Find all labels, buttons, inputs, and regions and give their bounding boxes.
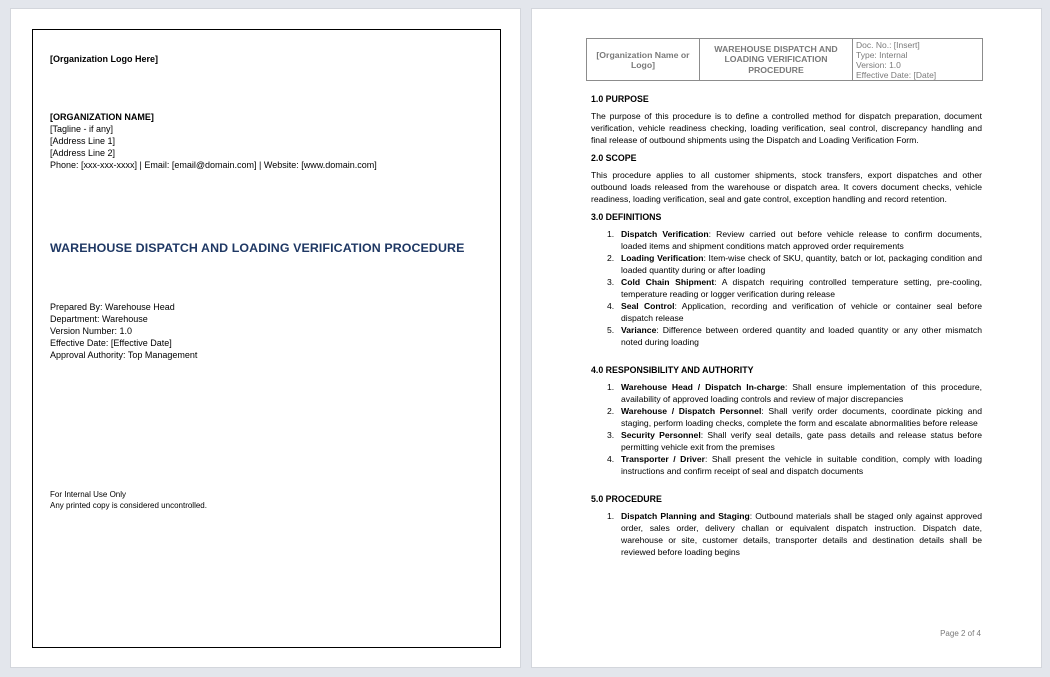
definitions-list [591,228,982,348]
cover-logo-placeholder: [Organization Logo Here] [50,54,158,64]
approval-authority: Approval Authority: Top Management [50,350,198,360]
content-page [531,8,1042,668]
header-title: WAREHOUSE DISPATCH AND LOADING VERIFICATION PROCEDURE [700,39,853,81]
section-heading-purpose: 1.0 PURPOSE [591,94,649,104]
contact-line: Phone: [xxx-xxx-xxxx] | Email: [email@domain.com] | Website: [www.domain.com] [50,160,377,170]
header-type: Type: Internal [856,49,908,60]
list-item: 3. Cold Chain Shipment: A dispatch requiring controlled temperature setting, pre-cooling, temperature reading or logger verification during release [607,277,983,299]
list-item: 2. Loading Verification: Item-wise check of SKU, quantity, batch or lot, packaging condition and loaded quantity during or after loading [607,253,982,275]
organization-block [50,111,377,171]
prepared-by: Prepared By: Warehouse Head [50,302,175,312]
purpose-text: The purpose of this procedure is to define a controlled method for dispatch preparation, document verification, vehicle readiness checking, loading verification, seal control, discrepancy handling and final release of outbound shipments using the Dispatch and Loading Verification Form. [591,111,982,145]
cover-title: WAREHOUSE DISPATCH AND LOADING VERIFICATION PROCEDURE [50,241,465,255]
department: Department: Warehouse [50,314,148,324]
address-line-2: [Address Line 2] [50,148,116,158]
document-header-table [586,38,983,81]
scope-text: This procedure applies to all customer shipments, stock transfers, export dispatches and other outbound loads released from the warehouse or dispatch area. It covers document checks, vehicle readiness, loading verification, seal and gate control, exception handling and record retention. [591,170,982,204]
address-line-1: [Address Line 1] [50,136,116,146]
document-meta-block [50,301,197,361]
cover-footer [50,489,207,511]
page-number: Page 2 of 4 [940,629,981,638]
effective-date: Effective Date: [Effective Date] [50,338,172,348]
responsibility-list [591,381,982,477]
header-meta [853,39,983,81]
section-heading-definitions: 3.0 DEFINITIONS [591,212,662,222]
list-item: 4. Transporter / Driver: Shall present the vehicle in suitable condition, comply with loading instructions and confirm receipt of seal and dispatch documents [607,454,982,476]
header-doc-no: Doc. No.: [Insert] [856,39,920,50]
list-item: 1. Dispatch Verification: Review carried out before vehicle release to confirm documents, loaded items and shipment conditions match approved order requirements [607,229,982,251]
list-item: 1. Dispatch Planning and Staging: Outbound materials shall be staged only against approved order, sales order, delivery challan or equivalent dispatch instruction. Dispatch date, warehouse or site, customer details, transporter details and destination details shall be reviewed before loading begins [607,511,982,557]
internal-use-note: For Internal Use Only [50,490,127,499]
organization-name: [ORGANIZATION NAME] [50,112,154,122]
section-heading-responsibility: 4.0 RESPONSIBILITY AND AUTHORITY [591,365,754,375]
section-heading-scope: 2.0 SCOPE [591,153,637,163]
list-item: 3. Security Personnel: Shall verify seal details, gate pass details and release status before permitting vehicle exit from the premises [607,430,982,452]
list-item: 5. Variance: Difference between ordered quantity and loaded quantity or any other mismatch noted during loading [607,325,982,347]
tagline: [Tagline - if any] [50,124,114,134]
cover-page [10,8,521,668]
document-body [591,93,982,558]
section-heading-procedure: 5.0 PROCEDURE [591,494,662,504]
header-organization: [Organization Name or Logo] [587,39,700,81]
list-item: 2. Warehouse / Dispatch Personnel: Shall verify order documents, coordinate picking and staging, perform loading checks, complete the form and escalate abnormalities before release [607,406,982,428]
list-item: 4. Seal Control: Application, recording and verification of vehicle or container seal before dispatch release [607,301,982,323]
version-number: Version Number: 1.0 [50,326,133,336]
header-version: Version: 1.0 [856,59,901,70]
uncontrolled-copy-note: Any printed copy is considered uncontrolled. [50,501,207,510]
list-item: 1. Warehouse Head / Dispatch In-charge: Shall ensure implementation of this procedure, availability of approved loading controls and review of major discrepancies [607,382,982,404]
procedure-list [591,510,982,558]
header-effective-date: Effective Date: [Date] [856,69,937,80]
